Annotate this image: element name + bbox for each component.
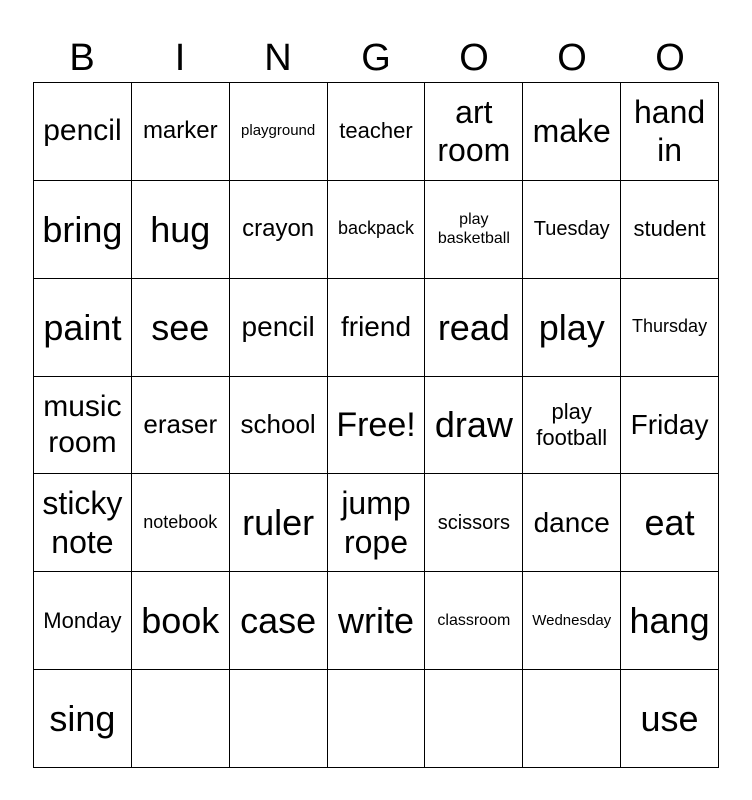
bingo-cell[interactable] (328, 279, 426, 377)
cell-text: play basketball (437, 211, 510, 248)
bingo-cell[interactable] (132, 377, 230, 475)
cell-text: Wednesday (532, 611, 612, 629)
cell-text: classroom (437, 612, 511, 630)
cell-text: bring (42, 208, 123, 250)
cell-text: playground (241, 122, 316, 140)
header-letter: O (557, 37, 587, 79)
bingo-cell[interactable] (523, 377, 621, 475)
bingo-card (33, 82, 719, 768)
bingo-cell[interactable] (34, 279, 132, 377)
bingo-cell[interactable] (621, 181, 719, 279)
header-letter: N (264, 37, 292, 79)
cell-text: jump rope (341, 485, 411, 560)
cell-text: use (640, 697, 699, 739)
cell-text: case (240, 600, 317, 642)
cell-text: eraser (143, 409, 218, 440)
cell-text: teacher (339, 118, 413, 144)
bingo-cell[interactable] (132, 572, 230, 670)
bingo-cell[interactable] (523, 279, 621, 377)
bingo-cell[interactable] (328, 377, 426, 475)
bingo-cell[interactable] (34, 377, 132, 475)
bingo-cell[interactable] (621, 279, 719, 377)
bingo-cell[interactable] (328, 572, 426, 670)
bingo-cell[interactable] (523, 181, 621, 279)
bingo-cell[interactable] (230, 474, 328, 572)
bingo-cell-empty[interactable] (132, 670, 230, 768)
cell-text: Monday (43, 607, 122, 633)
cell-text: see (151, 306, 210, 348)
bingo-cell-empty[interactable] (230, 670, 328, 768)
header-letter: I (174, 37, 186, 79)
bingo-cell-empty[interactable] (328, 670, 426, 768)
cell-text: student (633, 216, 706, 242)
bingo-cell[interactable] (621, 572, 719, 670)
header-letter: B (69, 37, 95, 79)
bingo-cell-empty[interactable] (523, 670, 621, 768)
cell-text: play football (536, 398, 608, 450)
header-letter: O (459, 37, 489, 79)
bingo-cell[interactable] (621, 670, 719, 768)
cell-text: pencil (241, 311, 315, 343)
bingo-cell[interactable] (425, 279, 523, 377)
cell-text: eat (644, 502, 695, 544)
cell-text: music room (43, 389, 122, 459)
bingo-cell[interactable] (230, 572, 328, 670)
bingo-cell[interactable] (230, 377, 328, 475)
bingo-cell[interactable] (523, 572, 621, 670)
bingo-cell[interactable] (425, 474, 523, 572)
cell-text: art room (437, 94, 511, 169)
cell-text: backpack (337, 218, 415, 239)
bingo-cell[interactable] (34, 181, 132, 279)
bingo-cell[interactable] (34, 670, 132, 768)
bingo-cell[interactable] (230, 181, 328, 279)
bingo-cell[interactable] (34, 572, 132, 670)
bingo-cell[interactable] (425, 377, 523, 475)
cell-text: play (538, 306, 605, 348)
cell-text: ruler (242, 502, 315, 544)
cell-text: hang (629, 600, 710, 642)
cell-text: hug (150, 208, 211, 250)
cell-text: sing (49, 697, 116, 739)
bingo-cell[interactable] (132, 474, 230, 572)
bingo-cell[interactable] (328, 83, 426, 181)
cell-text: paint (43, 306, 122, 348)
cell-text: make (532, 113, 611, 150)
cell-text: Friday (630, 409, 709, 441)
header-letter: O (655, 37, 685, 79)
cell-text: Thursday (632, 316, 708, 337)
cell-text: friend (340, 311, 412, 343)
bingo-cell[interactable] (425, 83, 523, 181)
cell-text: Free! (336, 405, 416, 444)
bingo-cell[interactable] (425, 181, 523, 279)
cell-text: draw (434, 404, 513, 446)
bingo-cell[interactable] (328, 181, 426, 279)
cell-text: read (437, 306, 510, 348)
bingo-cell-empty[interactable] (425, 670, 523, 768)
bingo-cell[interactable] (523, 83, 621, 181)
cell-text: notebook (143, 512, 218, 533)
bingo-cell[interactable] (132, 83, 230, 181)
cell-text: scissors (437, 511, 510, 534)
bingo-cell[interactable] (621, 377, 719, 475)
bingo-cell[interactable] (230, 83, 328, 181)
cell-text: pencil (43, 114, 122, 148)
cell-text: book (141, 600, 220, 642)
bingo-cell[interactable] (230, 279, 328, 377)
cell-text: crayon (242, 214, 315, 242)
cell-text: hand in (633, 94, 706, 169)
cell-text: dance (533, 507, 610, 539)
bingo-cell[interactable] (328, 474, 426, 572)
cell-text: school (240, 409, 316, 440)
cell-text: sticky note (42, 485, 123, 560)
bingo-cell[interactable] (523, 474, 621, 572)
cell-text: marker (142, 117, 218, 145)
bingo-cell[interactable] (621, 83, 719, 181)
bingo-cell[interactable] (34, 83, 132, 181)
cell-text: write (337, 600, 414, 642)
cell-text: Tuesday (533, 218, 610, 241)
bingo-cell[interactable] (621, 474, 719, 572)
bingo-cell[interactable] (425, 572, 523, 670)
header-letter: G (361, 37, 391, 79)
bingo-header (33, 34, 719, 82)
bingo-cell[interactable] (132, 279, 230, 377)
bingo-cell[interactable] (34, 474, 132, 572)
bingo-cell[interactable] (132, 181, 230, 279)
